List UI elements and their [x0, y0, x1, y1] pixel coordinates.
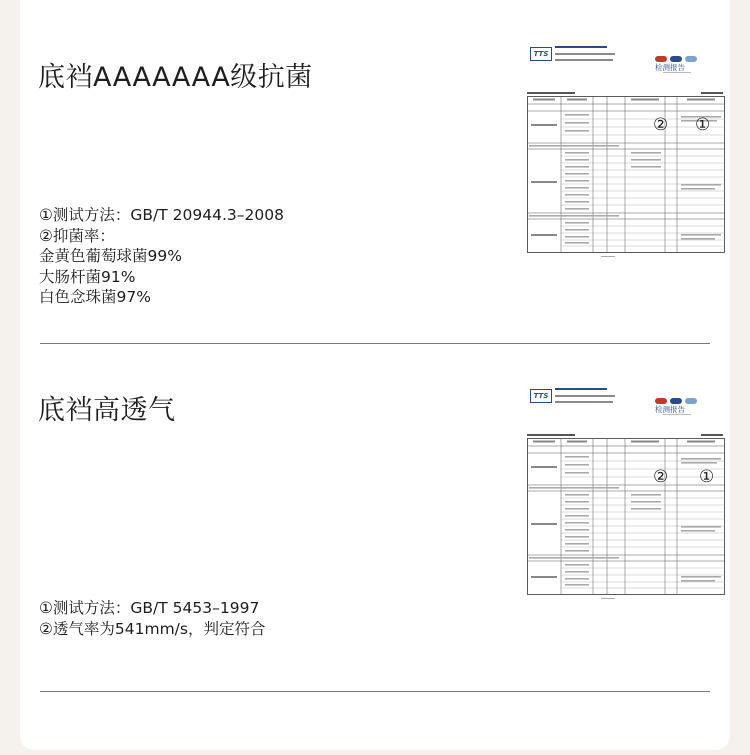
result-line: 白色念珠菌97% — [39, 288, 151, 306]
section-divider — [40, 343, 710, 344]
antibacterial-section — [20, 0, 730, 345]
lab-name-line — [555, 46, 607, 48]
lab-info-line — [555, 401, 613, 403]
result-line: 大肠杆菌91% — [39, 267, 136, 286]
lab-logo-icon: TTS — [530, 389, 552, 403]
lab-info-line — [555, 59, 613, 61]
test-report-image — [527, 380, 727, 604]
test-details — [39, 598, 265, 639]
report-footer — [601, 598, 615, 599]
result-heading-line: ②抑菌率： — [39, 226, 115, 245]
report-page-number — [701, 92, 723, 94]
breathability-section — [20, 345, 730, 693]
annotation-marker-1: ① — [699, 467, 715, 487]
annotation-marker-1: ① — [695, 115, 711, 135]
result-line: 金黄色葡萄球菌99% — [39, 247, 182, 265]
content-card — [20, 0, 730, 750]
report-table — [527, 438, 725, 596]
lab-logo-icon: TTS — [530, 47, 552, 61]
report-number — [527, 434, 575, 436]
annotation-marker-2: ② — [653, 467, 669, 487]
test-report-image — [527, 38, 727, 262]
lab-info-line — [555, 395, 615, 397]
test-method-line: ①测试方法：GB/T 5453–1997 — [39, 599, 260, 617]
certification-marks-icon — [655, 389, 701, 397]
test-details — [39, 205, 284, 308]
section-divider — [40, 691, 710, 692]
section-title: 底裆AAAAAAA级抗菌 — [38, 62, 313, 93]
test-method-line: ①测试方法：GB/T 20944.3–2008 — [39, 206, 284, 224]
section-title: 底裆高透气 — [38, 395, 176, 426]
report-subheading — [663, 414, 691, 415]
report-heading: 检测报告 — [655, 405, 685, 414]
lab-name-line — [555, 388, 607, 390]
result-line: ②透气率为541mm/s，判定符合 — [39, 619, 266, 638]
report-page-number — [701, 434, 723, 436]
report-heading: 检测报告 — [655, 63, 685, 72]
report-footer — [601, 256, 615, 257]
certification-marks-icon — [655, 47, 701, 55]
report-number — [527, 92, 575, 94]
annotation-marker-2: ② — [653, 115, 669, 135]
lab-info-line — [555, 53, 615, 55]
report-subheading — [663, 72, 691, 73]
